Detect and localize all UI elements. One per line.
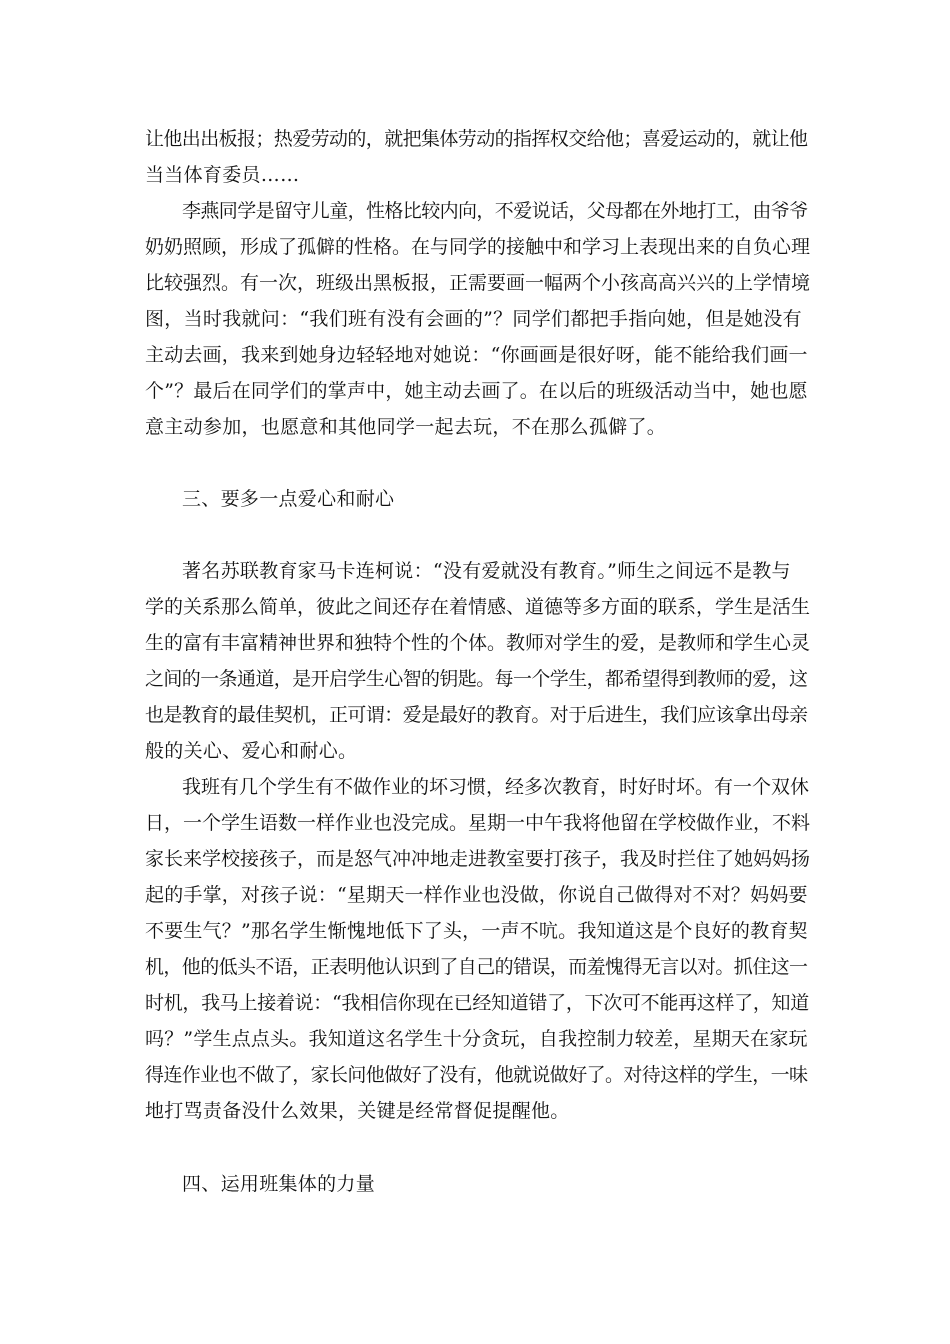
paragraph-line: 生的富有丰富精神世界和独特个性的个体。教师对学生的爱，是教师和学生心灵 [145, 632, 811, 654]
section-heading: 三、要多一点爱心和耐心 [182, 488, 395, 510]
section-heading: 四、运用班集体的力量 [182, 1173, 376, 1195]
paragraph-line: 之间的一条通道，是开启学生心智的钥匙。每一个学生，都希望得到教师的爱，这 [145, 668, 808, 690]
paragraph-line: 机，他的低头不语，正表明他认识到了自己的错误，而羞愧得无言以对。抓住这一 [145, 956, 808, 978]
paragraph-line: 意主动参加，也愿意和其他同学一起去玩，不在那么孤僻了。 [145, 416, 667, 438]
paragraph-line: 家长来学校接孩子，而是怒气冲冲地走进教室要打孩子，我及时拦住了她妈妈扬 [145, 848, 811, 870]
paragraph-line: 时机，我马上接着说：“我相信你现在已经知道错了，下次可不能再这样了，知道 [145, 992, 809, 1014]
paragraph-line: 主动去画，我来到她身边轻轻地对她说：“你画画是很好呀，能不能给我们画一 [145, 344, 808, 366]
paragraph-line: 当当体育委员…… [145, 164, 300, 186]
paragraph-line: 学的关系那么简单，彼此之间还存在着情感、道德等多方面的联系，学生是活生 [145, 596, 811, 618]
paragraph-line: 李燕同学是留守儿童，性格比较内向，不爱说话，父母都在外地打工，由爷爷 [182, 200, 808, 222]
paragraph-line: 般的关心、爱心和耐心。 [145, 740, 358, 762]
paragraph-line: 也是教育的最佳契机，正可谓：爱是最好的教育。对于后进生，我们应该拿出母亲 [145, 704, 808, 726]
paragraph-line: 日，一个学生语数一样作业也没完成。星期一中午我将他留在学校做作业，不料 [145, 812, 811, 834]
paragraph-line: 得连作业也不做了，家长问他做好了没有，他就说做好了。对待这样的学生，一味 [145, 1064, 808, 1086]
paragraph-line: 图，当时我就问：“我们班有没有会画的”？同学们都把手指向她，但是她没有 [145, 308, 802, 330]
paragraph-line: 不要生气？”那名学生惭愧地低下了头，一声不吭。我知道这是个良好的教育契 [145, 920, 808, 942]
paragraph-line: 吗？”学生点点头。我知道这名学生十分贪玩，自我控制力较差，星期天在家玩 [145, 1028, 808, 1050]
paragraph-line: 我班有几个学生有不做作业的坏习惯，经多次教育，时好时坏。有一个双休 [182, 776, 810, 798]
paragraph-line: 地打骂责备没什么效果，关键是经常督促提醒他。 [145, 1100, 570, 1122]
paragraph-line: 起的手掌，对孩子说：“星期天一样作业也没做，你说自己做得对不对？妈妈要 [145, 884, 808, 906]
paragraph-line: 比较强烈。有一次，班级出黑板报，正需要画一幅两个小孩高高兴兴的上学情境 [145, 272, 811, 294]
paragraph-line: 让他出出板报；热爱劳动的，就把集体劳动的指挥权交给他；喜爱运动的，就让他 [145, 128, 808, 150]
paragraph-line: 个”？最后在同学们的掌声中，她主动去画了。在以后的班级活动当中，她也愿 [145, 380, 808, 402]
paragraph-line: 著名苏联教育家马卡连柯说：“没有爱就没有教育。”师生之间远不是教与 [182, 560, 791, 582]
paragraph-line: 奶奶照顾，形成了孤僻的性格。在与同学的接触中和学习上表现出来的自负心理 [145, 236, 811, 258]
